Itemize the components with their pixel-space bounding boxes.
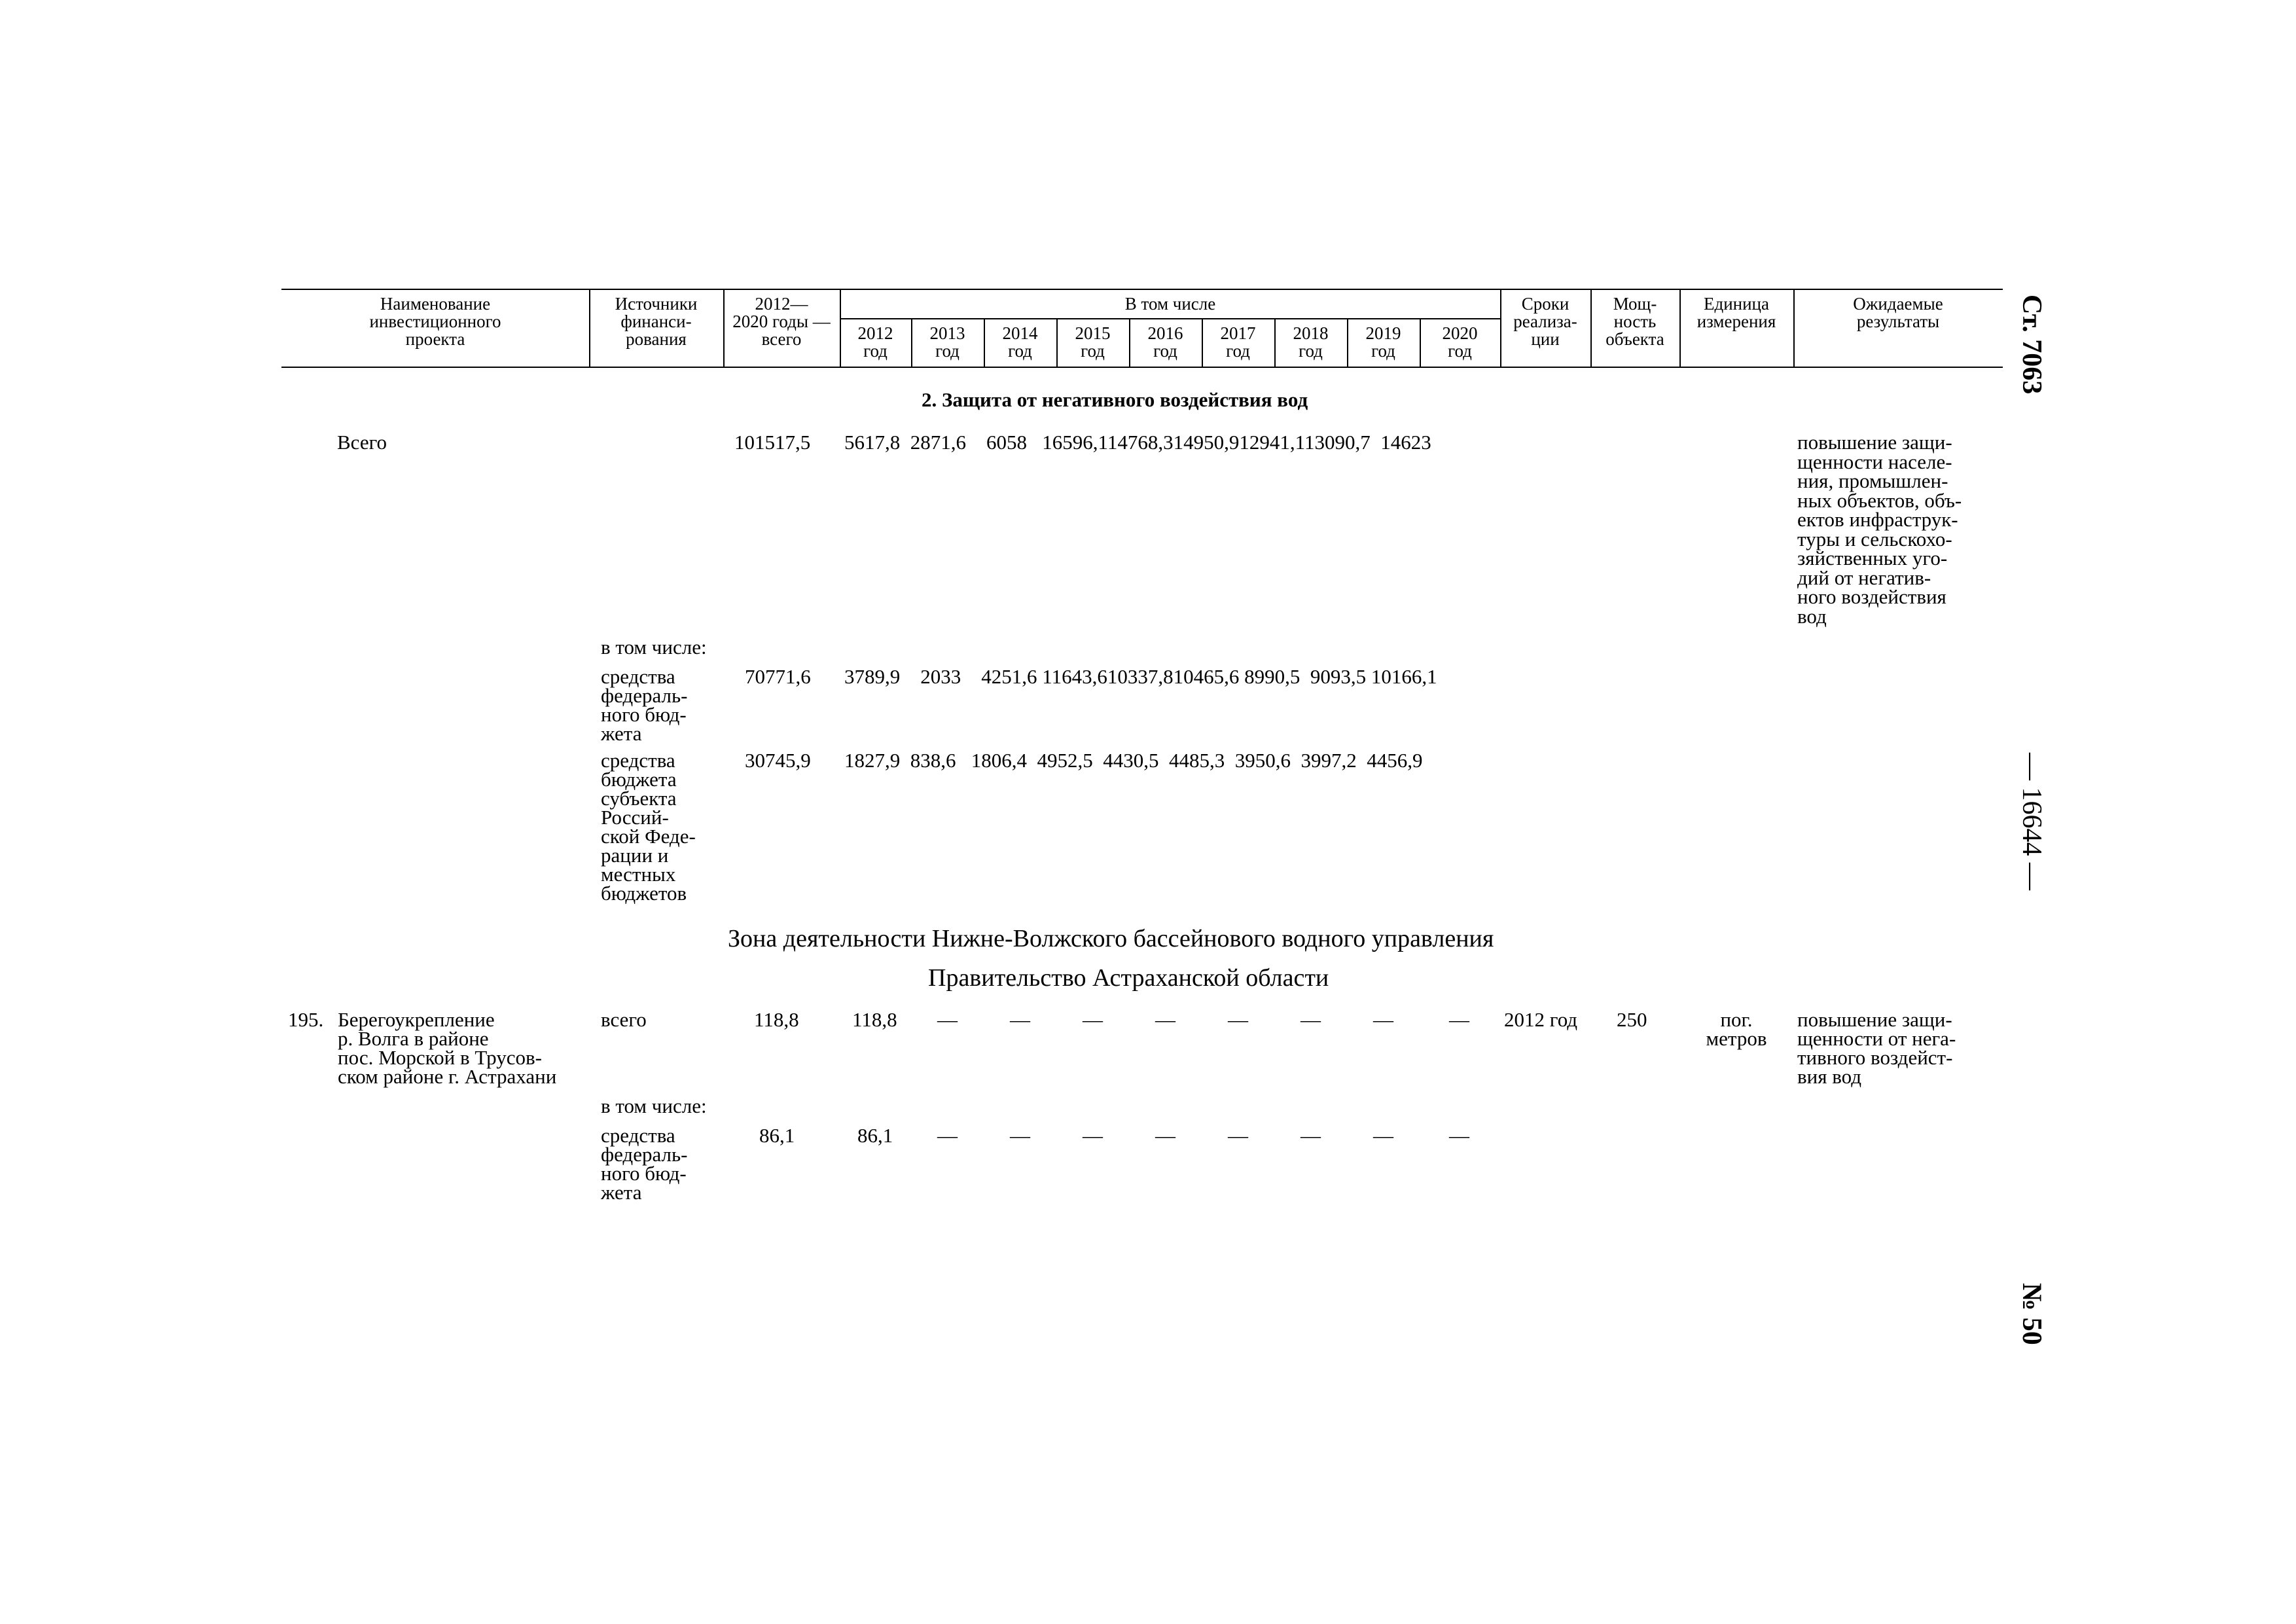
header-terms: Сроки реализа- ции [1513, 294, 1577, 349]
header-year-2019: 2019 год [1365, 323, 1401, 361]
project-federal-2018: — [1300, 1124, 1321, 1147]
project-federal-2014: — [1010, 1124, 1030, 1147]
project-terms: 2012 год [1504, 1008, 1578, 1031]
header-total: 2012— 2020 годы — всего [732, 294, 831, 349]
project-including-label: в том числе: [601, 1094, 707, 1117]
total-row-years: 5617,8 2871,6 6058 16596,114768,314950,912941,113090,7 14623 [844, 431, 1431, 454]
issue-number: № 50 [2017, 1283, 2047, 1345]
header-year-2016: 2016 год [1147, 323, 1183, 361]
header-mid-rule [840, 318, 1501, 319]
project-2013: — [937, 1008, 958, 1031]
header-including: В том числе [1124, 294, 1216, 314]
header-project-name: Наименование инвестиционного проекта [369, 294, 501, 349]
federal-source: средства федераль- ного бюд- жета [601, 665, 688, 745]
project-2012: 118,8 [852, 1008, 897, 1031]
project-total: 118,8 [754, 1008, 799, 1031]
project-2017: — [1228, 1008, 1248, 1031]
project-federal-source: средства федераль- ного бюд- жета [601, 1124, 688, 1204]
project-2020: — [1449, 1008, 1469, 1031]
federal-total: 70771,6 [745, 665, 811, 688]
header-bottom-rule [281, 367, 2003, 368]
article-number: Ст. 7063 [2017, 295, 2047, 395]
project-2016: — [1155, 1008, 1175, 1031]
header-year-2015: 2015 год [1075, 323, 1111, 361]
header-year-2013: 2013 год [929, 323, 965, 361]
project-federal-total: 86,1 [759, 1124, 795, 1147]
zone-subtitle: Правительство Астраханской области [928, 964, 1329, 992]
project-name: Берегоукрепление р. Волга в районе пос. Морской в Трусов- ском районе г. Астрахани [338, 1008, 557, 1088]
including-label: в том числе: [601, 636, 707, 659]
project-federal-2017: — [1228, 1124, 1248, 1147]
project-2018: — [1300, 1008, 1321, 1031]
project-federal-2015: — [1083, 1124, 1103, 1147]
project-unit: пог. метров [1706, 1008, 1767, 1050]
header-top-rule [281, 289, 2003, 290]
page-number: — 16644 — [2017, 753, 2047, 890]
header-year-2014: 2014 год [1002, 323, 1038, 361]
project-2019: — [1373, 1008, 1393, 1031]
total-row-label: Всего [337, 431, 387, 454]
project-federal-2013: — [937, 1124, 958, 1147]
header-expected-results: Ожидаемые результаты [1853, 294, 1943, 331]
project-source: всего [601, 1008, 647, 1031]
project-2015: — [1083, 1008, 1103, 1031]
total-row-results: повышение защи- щенности населе- ния, промышлен- ных объектов, объ- ектов инфраструк- туры и сельскохо- зяйственных уго- дий от негатив- ного воздействия вод [1797, 431, 1962, 628]
project-federal-2019: — [1373, 1124, 1393, 1147]
project-federal-2020: — [1449, 1124, 1469, 1147]
project-number: 195. [288, 1008, 324, 1031]
federal-years: 3789,9 2033 4251,6 11643,610337,810465,6 8990,5 9093,5 10166,1 [844, 665, 1437, 688]
project-federal-2016: — [1155, 1124, 1175, 1147]
project-capacity: 250 [1617, 1008, 1647, 1031]
header-unit: Единица измерения [1696, 294, 1776, 331]
section-title: 2. Защита от негативного воздействия вод [922, 388, 1308, 411]
header-year-2012: 2012 год [857, 323, 893, 361]
project-results: повышение защи- щенности от нега- тивного воздейст- вия вод [1797, 1008, 1956, 1088]
project-2014: — [1010, 1008, 1030, 1031]
header-year-2020: 2020 год [1442, 323, 1478, 361]
regional-years: 1827,9 838,6 1806,4 4952,5 4430,5 4485,3 3950,6 3997,2 4456,9 [844, 749, 1423, 772]
header-year-2017: 2017 год [1220, 323, 1256, 361]
header-capacity: Мощ- ность объекта [1605, 294, 1664, 349]
total-row-total: 101517,5 [734, 431, 811, 454]
regional-source: средства бюджета субъекта Россий- ской Феде- рации и местных бюджетов [601, 749, 696, 905]
regional-total: 30745,9 [745, 749, 811, 772]
project-federal-2012: 86,1 [857, 1124, 893, 1147]
zone-title: Зона деятельности Нижне-Волжского бассейнового водного управления [728, 925, 1494, 952]
header-year-2018: 2018 год [1293, 323, 1329, 361]
header-funding-sources: Источники финанси- рования [615, 294, 698, 349]
